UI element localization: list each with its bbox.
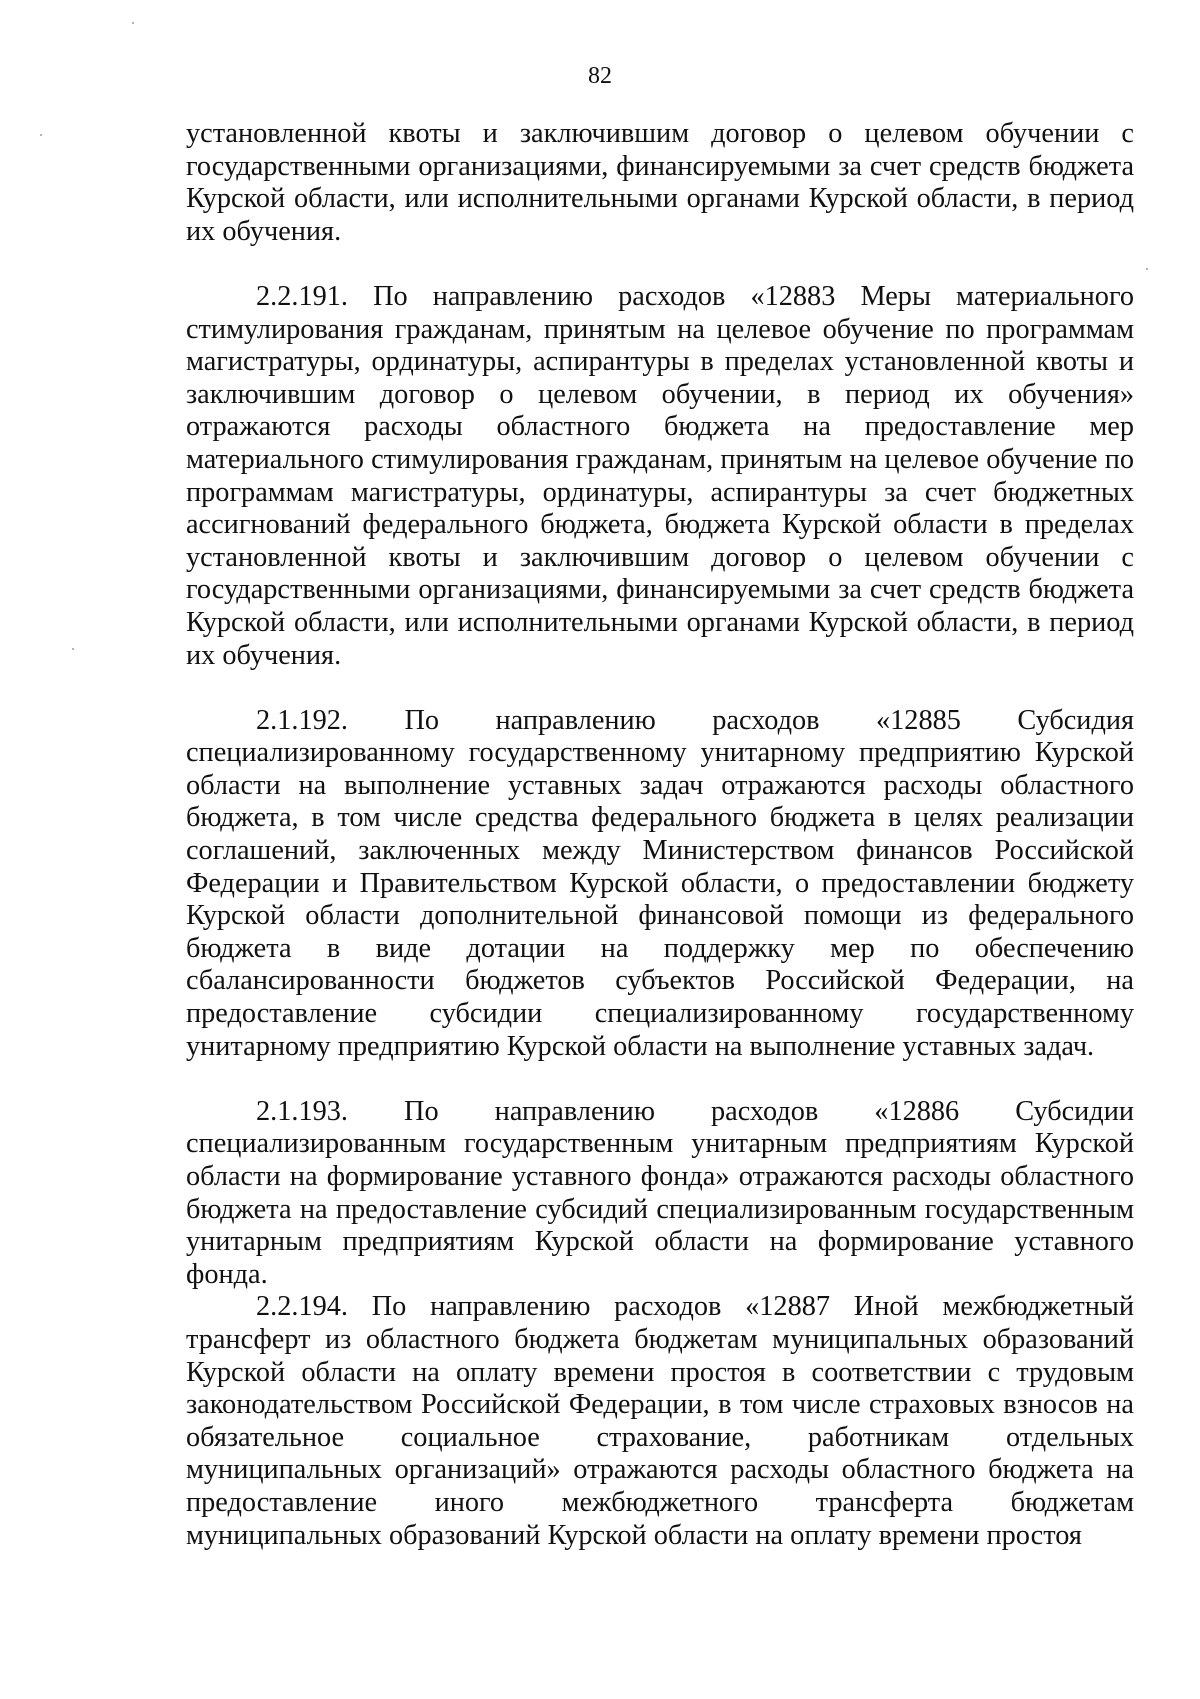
paragraph-2-1-192: 2.1.192. По направлению расходов «12885 Субсидия специализированному государственному унитарному предприятию Курской области на выполнение уставных задач отражаются расходы областного бюджета, в том числе средства федерального бюджета в целях реализации соглашений, заключенных между Министерством финансов Российской Федерации и Правительством Курской области, о предоставлении бюджету Курской области дополнительной финансовой помощи из федерального бюджета в виде дотации на поддержку мер по обеспечению сбалансированности бюджетов субъектов Российской Федерации, на предоставление субсидии специализированному государственному унитарному предприятию Курской области на выполнение уставных задач.	[186, 704, 1134, 1062]
scan-speck	[40, 134, 42, 136]
paragraph-2-2-191: 2.2.191. По направлению расходов «12883 Меры материального стимулирования гражданам, принятым на целевое обучение по программам магистратуры, ординатуры, аспирантуры в пределах установленной квоты и заключившим договор о целевом обучении, в период их обучения» отражаются расходы областного бюджета на предоставление мер материального стимулирования гражданам, принятым на целевое обучение по программам магистратуры, ординатуры, аспирантуры за счет бюджетных ассигнований федерального бюджета, бюджета Курской области в пределах установленной квоты и заключившим договор о целевом обучении с государственными организациями, финансируемыми за счет средств бюджета Курской области, или исполнительными органами Курской области, в период их обучения.	[186, 280, 1134, 671]
scan-speck	[1146, 268, 1148, 270]
paragraph-2-2-194: 2.2.194. По направлению расходов «12887 Иной межбюджетный трансферт из областного бюджета бюджетам муниципальных образований Курской области на оплату времени простоя в соответствии с трудовым законодательством Российской Федерации, в том числе страховых взносов на обязательное социальное страхование, работникам отдельных муниципальных организаций» отражаются расходы областного бюджета на предоставление иного межбюджетного трансферта бюджетам муниципальных образований Курской области на оплату времени простоя	[186, 1291, 1134, 1551]
page-number: 82	[588, 63, 612, 89]
document-body	[186, 118, 1134, 1552]
scan-speck	[72, 648, 74, 650]
paragraph-continuation: установленной квоты и заключившим договор о целевом обучении с государственными организациями, финансируемыми за счет средств бюджета Курской области, или исполнительными органами Курской области, в период их обучения.	[186, 118, 1134, 247]
scan-speck	[132, 22, 134, 24]
paragraph-2-1-193: 2.1.193. По направлению расходов «12886 Субсидии специализированным государственным унитарным предприятиям Курской области на формирование уставного фонда» отражаются расходы областного бюджета на предоставление субсидий специализированным государственным унитарным предприятиям Курской области на формирование уставного фонда.	[186, 1095, 1134, 1290]
